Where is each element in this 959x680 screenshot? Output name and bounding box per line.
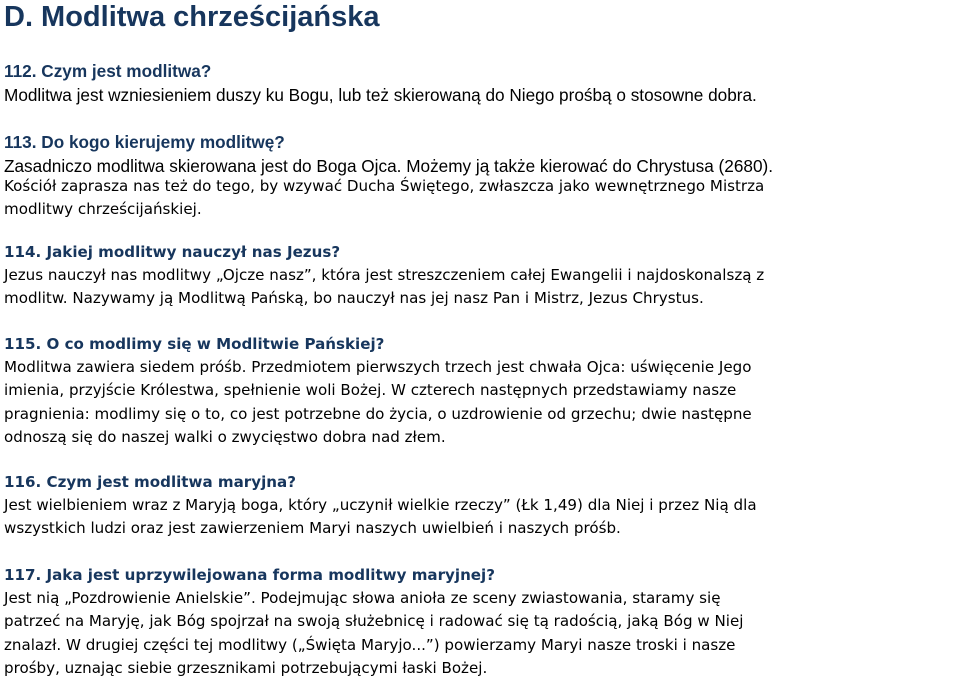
question-heading: 112. Czym jest modlitwa? [4,61,212,81]
section-115 [4,333,752,449]
answer-line: Jest nią „Pozdrowienie Anielskie”. Podejmując słowa anioła ze sceny zwiastowania, staramy się [4,589,721,608]
page-title: D. Modlitwa chrześcijańska [4,1,380,33]
question-heading: 114. Jakiej modlitwy nauczył nas Jezus? [4,243,341,261]
answer-line: wszystkich ludzi oraz jest zawierzeniem Maryi naszych uwielbień i naszych próśb. [4,519,621,538]
answer-line: prośby, uznając siebie grzesznikami potrzebującymi łaski Bożej. [4,658,488,677]
section-112 [4,60,757,107]
section-113-continued [4,175,764,221]
question-heading: 113. Do kogo kierujemy modlitwę? [4,132,285,152]
answer-line: modlitw. Nazywamy ją Modlitwą Pańską, bo nauczył nas jej nasz Pan i Mistrz, Jezus Chrystus. [4,289,704,308]
answer-line: Modlitwa zawiera siedem próśb. Przedmiotem pierwszych trzech jest chwała Ojca: uświęcenie Jego [4,358,752,377]
answer-line: Modlitwa jest wzniesieniem duszy ku Bogu, lub też skierowaną do Niego prośbą o stosowne dobra. [4,84,757,105]
answer-line: Kościół zaprasza nas też do tego, by wzywać Ducha Świętego, zwłaszcza jako wewnętrznego Mistrza [4,177,765,195]
question-heading: 116. Czym jest modlitwa maryjna? [4,473,296,491]
answer-line: pragnienia: modlimy się o to, co jest potrzebne do życia, o uzdrowienie od grzechu; dwie następne [4,404,752,423]
question-heading: 117. Jaka jest uprzywilejowana forma modlitwy maryjnej? [4,566,495,584]
answer-line: znalazł. W drugiej części tej modlitwy („Święta Maryjo...”) powierzamy Maryi nasze troski i nasze [4,635,736,654]
answer-line: Zasadniczo modlitwa skierowana jest do Boga Ojca. Możemy ją także kierować do Chrystusa (2680). [4,155,774,176]
section-114 [4,241,764,311]
question-heading: 115. O co modlimy się w Modlitwie Pańskiej? [4,335,385,353]
answer-line: patrzeć na Maryję, jak Bóg spojrzał na swoją służebnicę i radować się tą radością, jaką Bóg w Niej [4,612,744,631]
section-116 [4,471,757,541]
answer-line: odnoszą się do naszej walki o zwycięstwo dobra nad złem. [4,427,446,446]
answer-line: imienia, przyjście Królestwa, spełnienie woli Bożej. W czterech następnych przedstawiamy nasze [4,381,737,400]
document-page [4,0,956,677]
section-113 [4,131,773,178]
answer-line: Jest wielbieniem wraz z Maryją boga, który „uczynił wielkie rzeczy” (Łk 1,49) dla Niej i przez Nią dla [4,496,757,515]
answer-line: Jezus nauczył nas modlitwy „Ojcze nasz”, która jest streszczeniem całej Ewangelii i najdoskonalszą z [4,266,765,285]
section-117 [4,564,743,680]
answer-line: modlitwy chrześcijańskiej. [4,200,202,219]
